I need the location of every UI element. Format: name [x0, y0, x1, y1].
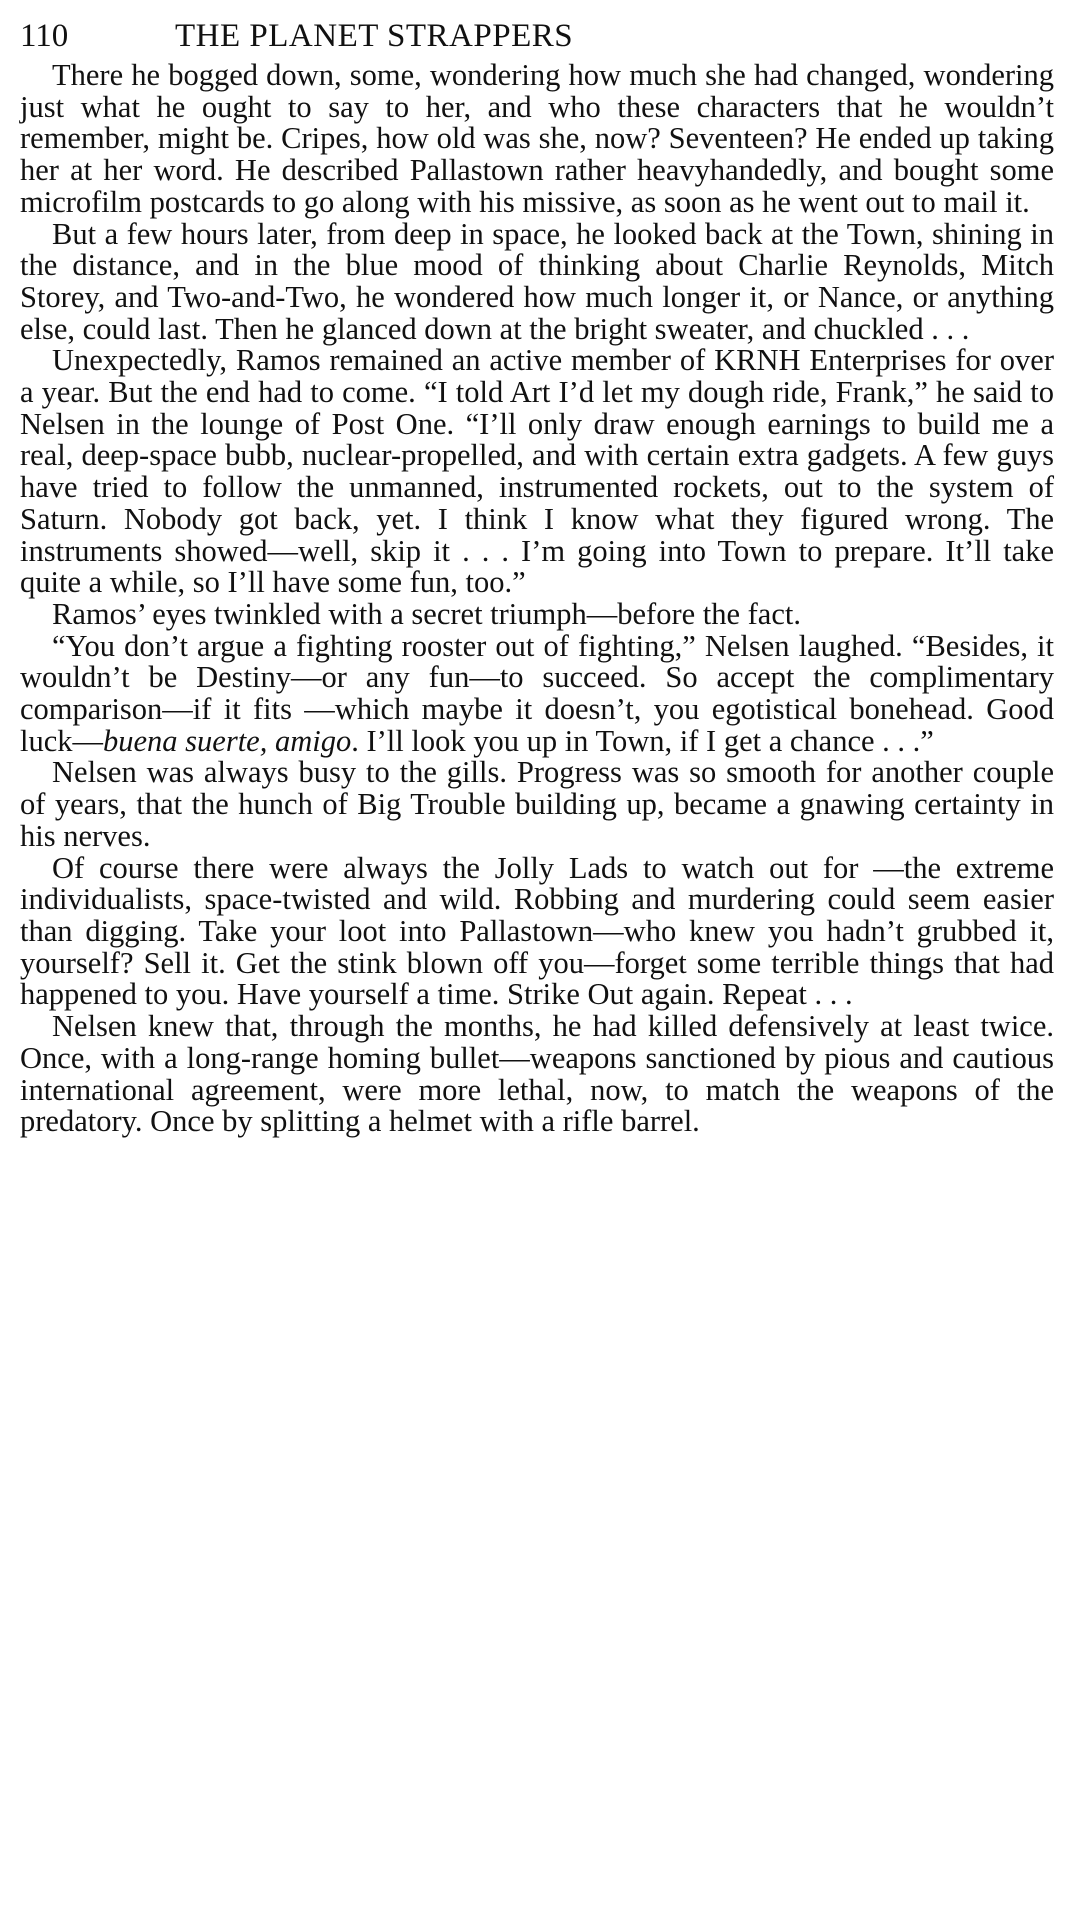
page-number: 110: [20, 18, 69, 54]
paragraph-3: Unexpectedly, Ramos remained an active member of KRNH Enterprises for over a year. But the end had to come. “I told Art I’d let my dough ride, Frank,” he said to Nelsen in the lounge of Post One. “I’ll only draw enough earnings to build me a real, deep-space bubb, nuclear-propelled, and with certain extra gadgets. A few guys have tried to follow the unmanned, instrumented rockets, out to the system of Saturn. Nobody got back, yet. I think I know what they figured wrong. The instruments showed—well, skip it . . . I’m going into Town to prepare. It’ll take quite a while, so I’ll have some fun, too.”: [20, 343, 1054, 600]
paragraph-1: There he bogged down, some, wondering how much she had changed, wondering just what he ought to say to her, and who these characters that he wouldn’t remember, might be. Cripes, how old was she, now? Seventeen? He ended up taking her at her word. He described Pallastown rather heavyhandedly, and bought some microfilm postcards to go along with his missive, as soon as he went out to mail it.: [20, 58, 1054, 219]
body-text: [20, 60, 1054, 1138]
running-title: THE PLANET STRAPPERS: [175, 18, 574, 54]
paragraph-4: Ramos’ eyes twinkled with a secret triumph—before the fact.: [52, 596, 801, 631]
paragraph-5-italic-phrase: buena suerte, amigo: [103, 723, 352, 758]
paragraph-8: Nelsen knew that, through the months, he had killed defensively at least twice. Once, with a long-range homing bullet—weapons sanctioned by pious and cautious international agreement, were more lethal, now, to match the weapons of the predatory. Once by splitting a helmet with a rifle barrel.: [20, 1009, 1054, 1139]
paragraph-5: [20, 628, 1054, 758]
paragraph-5-text-before: “You don’t argue a fighting rooster out of fighting,” Nelsen laughed. “Besides, it wouldn’t be Destiny—or any fun—to succeed. So accept the complimentary comparison—if it fits —which maybe it doesn’t, you egotistical bonehead. Good luck—: [20, 628, 1054, 758]
book-page: [20, 14, 1054, 1138]
paragraph-6: Nelsen was always busy to the gills. Progress was so smooth for another couple of years, that the hunch of Big Trouble building up, became a gnawing certainty in his nerves.: [20, 755, 1054, 853]
paragraph-5-text-after: . I’ll look you up in Town, if I get a chance . . .”: [351, 723, 934, 758]
paragraph-2: But a few hours later, from deep in space, he looked back at the Town, shining in the distance, and in the blue mood of thinking about Charlie Reynolds, Mitch Storey, and Two-and-Two, he wondered how much longer it, or Nance, or anything else, could last. Then he glanced down at the bright sweater, and chuckled . . .: [20, 216, 1054, 346]
page-header: [20, 14, 1054, 58]
paragraph-7: Of course there were always the Jolly Lads to watch out for —the extreme individualists, space-twisted and wild. Robbing and murdering could seem easier than digging. Take your loot into Pallastown—who knew you hadn’t grubbed it, yourself? Sell it. Get the stink blown off you—forget some terrible things that had happened to you. Have yourself a time. Strike Out again. Repeat . . .: [20, 850, 1054, 1012]
